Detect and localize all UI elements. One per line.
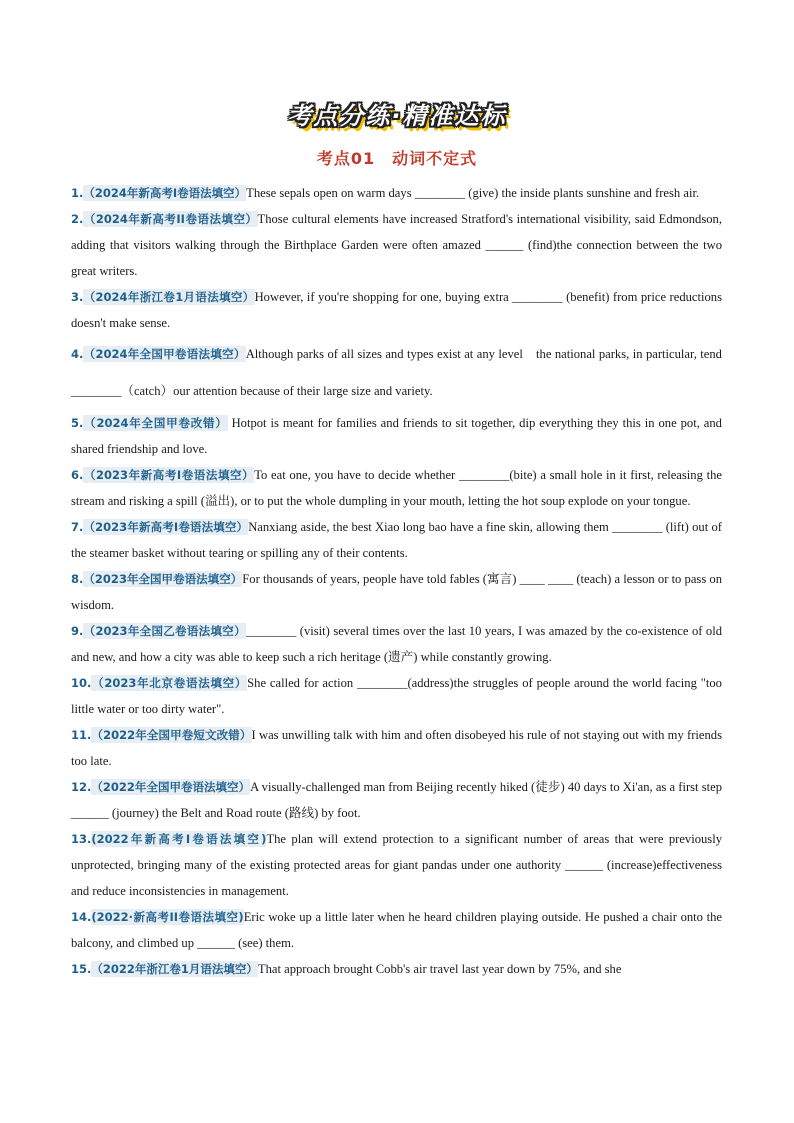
source-tag: （2023年新高考I卷语法填空）: [83, 468, 255, 482]
exercise-text: ________ (visit) several times over the last 10 years, I was amazed by the co-existence of old and new, and how a city was able to keep such a rich heritage (遗产) while constantly growing.: [71, 624, 722, 664]
source-tag: （2022年全国甲卷语法填空）: [91, 780, 251, 794]
source-tag: （2023年全国乙卷语法填空）: [83, 624, 246, 638]
source-tag: （2022年浙江卷1月语法填空）: [91, 962, 258, 976]
exercise-text: I was unwilling talk with him and often disobeyed his rule of not staying out with my friends too late.: [71, 728, 722, 768]
exercise-text: These sepals open on warm days ________ (give) the inside plants sunshine and fresh air.: [246, 186, 700, 200]
exercise-text: Nanxiang aside, the best Xiao long bao have a fine skin, allowing them ________ (lift) out of the steamer basket without tearing or spilling any of their contents.: [71, 520, 722, 560]
source-tag: （2023年全国甲卷语法填空）: [83, 572, 243, 586]
exercise-item: 5.（2024年全国甲卷改错） Hotpot is meant for families and friends to sit together, dip everything they this in one pot, and shared friendship and love.: [71, 416, 722, 456]
exercise-text: That approach brought Cobb's air travel last year down by 75%, and she: [257, 962, 622, 976]
exercise-item: 14.(2022·新高考II卷语法填空)Eric woke up a little later when he heard children playing outside. He pushed a chair onto the balcony, and climbed up ______ (see) them.: [71, 910, 722, 950]
source-tag: (2022年新高考I卷语法填空): [91, 832, 267, 846]
source-tag: （2023年新高考I卷语法填空）: [83, 520, 249, 534]
exercise-text: The plan will extend protection to a significant number of areas that were previously unprotected, bringing many of the existing protected areas for giant pandas under one authority ______ (increase)effectiveness and reduce inconsistencies in management.: [71, 832, 722, 898]
source-tag: (2022·新高考II卷语法填空): [91, 910, 244, 924]
source-tag: （2024年新高考II卷语法填空）: [83, 212, 258, 226]
source-tag: （2022年全国甲卷短文改错）: [91, 728, 252, 742]
exercise-item: 6.（2023年新高考I卷语法填空）To eat one, you have to decide whether ________(bite) a small hole in it first, releasing the stream and risking a spill (溢出), or to put the whole dumpling in your mouth, letting the hot soup explode on your tongue.: [71, 468, 722, 508]
exercise-text: To eat one, you have to decide whether ________(bite) a small hole in it first, releasing the stream and risking a spill (溢出), or to put the whole dumpling in your mouth, letting the hot soup explode on your tongue.: [71, 468, 722, 508]
source-tag: （2023年北京卷语法填空）: [91, 676, 248, 690]
source-tag: （2024年浙江卷1月语法填空）: [83, 290, 255, 304]
exercise-item: 9.（2023年全国乙卷语法填空）________ (visit) several times over the last 10 years, I was amazed by the co-existence of old and new, and how a city was able to keep such a rich heritage (遗产) while constantly growing.: [71, 624, 722, 664]
exercise-text: Those cultural elements have increased Stratford's international visibility, said Edmondson, adding that visitors walking through the Birthplace Garden were often amazed ______ (find)the connection between the two great writers.: [71, 212, 722, 278]
exercise-item: 3.（2024年浙江卷1月语法填空）However, if you're shopping for one, buying extra ________ (benefit) from price reductions doesn't make sense.: [71, 290, 722, 330]
exercise-item: 4.（2024年全国甲卷语法填空）Although parks of all sizes and types exist at any level the national parks, in particular, tend ________（catch）our attention because of their large size and variety.: [71, 347, 722, 398]
exercise-text: Although parks of all sizes and types exist at any level the national parks, in particular, tend ________（catch）our attention because of their large size and variety.: [71, 347, 722, 398]
exercise-list: [71, 180, 722, 982]
exercise-text: However, if you're shopping for one, buying extra ________ (benefit) from price reductions doesn't make sense.: [71, 290, 722, 330]
exercise-item: 11.（2022年全国甲卷短文改错）I was unwilling talk with him and often disobeyed his rule of not staying out with my friends too late.: [71, 728, 722, 768]
exercise-item: 15.（2022年浙江卷1月语法填空）That approach brought Cobb's air travel last year down by 75%, and she: [71, 962, 622, 976]
exercise-item: 13.(2022年新高考I卷语法填空)The plan will extend protection to a significant number of areas that were previously unprotected, bringing many of the existing protected areas for giant pandas under one authority ______ (increase)effectiveness and reduce inconsistencies in management.: [71, 832, 722, 898]
exercise-item: 10.（2023年北京卷语法填空）She called for action ________(address)the struggles of people around the world facing "too little water or too dirty water".: [71, 676, 722, 716]
exercise-text: For thousands of years, people have told fables (寓言) ____ ____ (teach) a lesson or to pass on wisdom.: [71, 572, 722, 612]
source-tag: （2024年全国甲卷语法填空）: [83, 347, 246, 361]
exercise-text: Hotpot is meant for families and friends to sit together, dip everything they this in one pot, and shared friendship and love.: [71, 416, 722, 456]
section-banner: 考点分练·精准达标: [287, 102, 507, 130]
topic-title: 考点01 动词不定式: [316, 149, 478, 168]
exercise-item: 7.（2023年新高考I卷语法填空）Nanxiang aside, the best Xiao long bao have a fine skin, allowing them ________ (lift) out of the steamer basket without tearing or spilling any of their contents.: [71, 520, 722, 560]
exercise-text: A visually-challenged man from Beijing recently hiked (徒步) 40 days to Xi'an, as a first step ______ (journey) the Belt and Road route (路线) by foot.: [71, 780, 722, 820]
exercise-item: 2.（2024年新高考II卷语法填空）Those cultural elements have increased Stratford's international visibility, said Edmondson, adding that visitors walking through the Birthplace Garden were often amazed ______ (find)the connection between the two great writers.: [71, 212, 722, 278]
source-tag: （2024年新高考I卷语法填空）: [83, 186, 247, 200]
source-tag: （2024年全国甲卷改错）: [83, 416, 228, 430]
exercise-item: 1.（2024年新高考I卷语法填空）These sepals open on warm days ________ (give) the inside plants sunshine and fresh air.: [71, 186, 700, 200]
exercise-item: 12.（2022年全国甲卷语法填空）A visually-challenged man from Beijing recently hiked (徒步) 40 days to Xi'an, as a first step ______ (journey) the Belt and Road route (路线) by foot.: [71, 780, 722, 820]
exercise-item: 8.（2023年全国甲卷语法填空）For thousands of years, people have told fables (寓言) ____ ____ (teach) a lesson or to pass on wisdom.: [71, 572, 722, 612]
exercise-text: Eric woke up a little later when he heard children playing outside. He pushed a chair onto the balcony, and climbed up ______ (see) them.: [71, 910, 722, 950]
exercise-text: She called for action ________(address)the struggles of people around the world facing "too little water or too dirty water".: [71, 676, 722, 716]
